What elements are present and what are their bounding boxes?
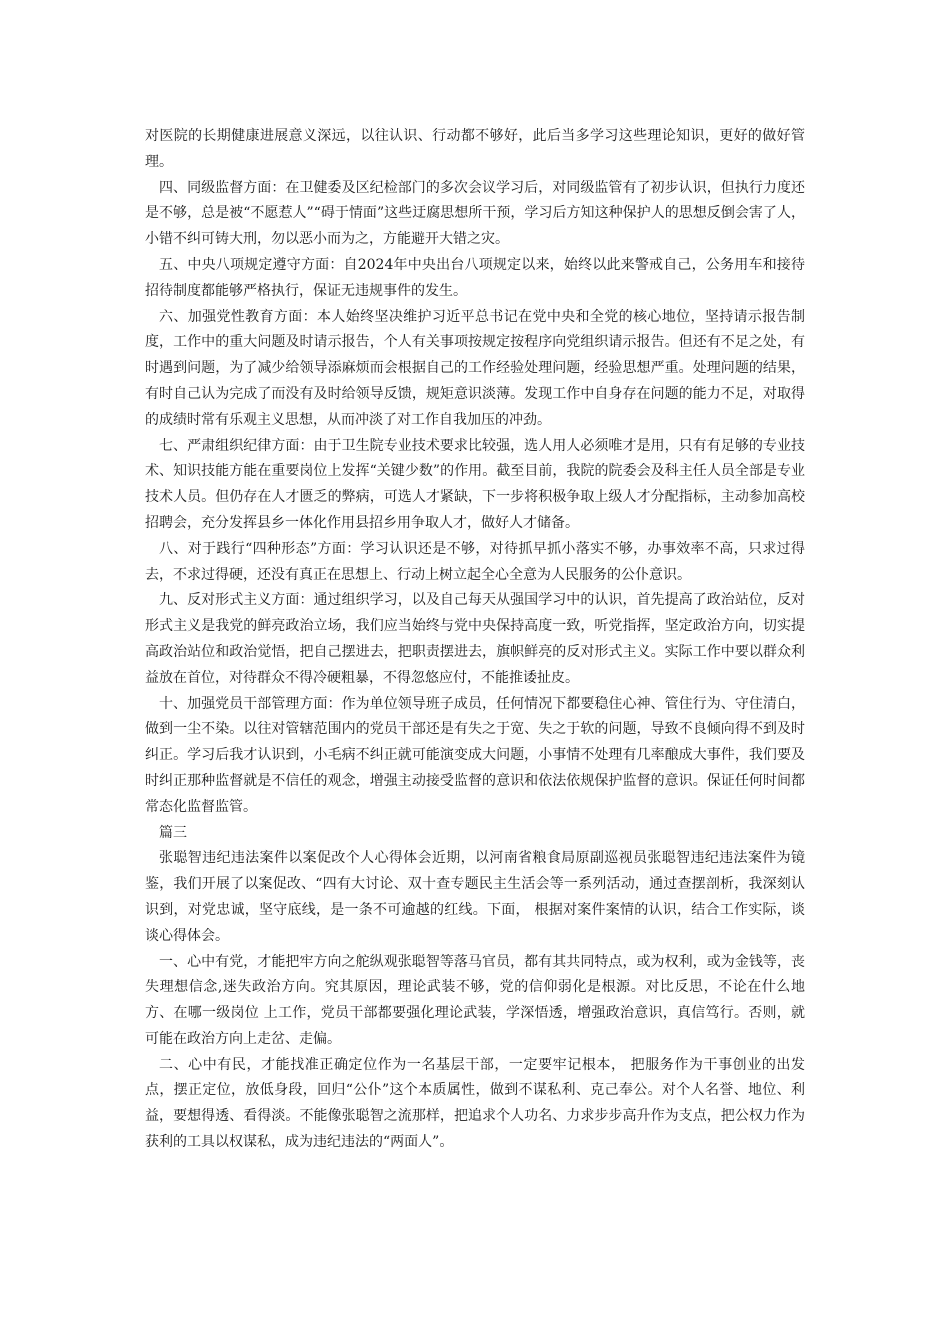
paragraph-heart-party: 一、心中有党，才能把牢方向之舵纵观张聪智等落马官员，都有其共同特点，或为权利，或为金钱等，丧失理想信念,迷失政治方向。究其原因，理论武装不够，党的信仰弱化是根源。对比反思，不论在什么地方、在哪一级岗位 上工作，党员干部都要强化理论武装，学深悟透，增强政治意识，真信笃行。否则，就可能在政治方向上走岔、走偏。 — [145, 953, 805, 1047]
paragraph-continuation: 对医院的长期健康进展意义深远，以往认识、行动都不够好，此后当多学习这些理论知识，更好的做好管理。 — [145, 128, 805, 170]
paragraph-party-education: 六、加强党性教育方面：本人始终坚决维护习近平总书记在党中央和全党的核心地位，坚持请示报告制度，工作中的重大问题及时请示报告，个人有关事项按规定按程序向党组织请示报告。但还有不足之处，有时遇到问题，为了减少给领导添麻烦而会根据自己的工作经验处理问题，经验思想严重。处理问题的结果，有时自己认为完成了而没有及时给领导反馈，规矩意识淡薄。发现工作中自身存在问题的能力不足，对取得的成绩时常有乐观主义思想，从而冲淡了对工作自我加压的冲劲。 — [145, 308, 805, 428]
paragraph-heart-people: 二、心中有民，才能找准正确定位作为一名基层干部，一定要牢记根本， 把服务作为干事创业的出发点，摆正定位，放低身段，回归“公仆”这个本质属性，做到不谋私利、克己奉公。对个人名誉、地位、利益，要想得透、看得淡。不能像张聪智之流那样，把追求个人功名、力求步步高升作为支点，把公权力作为获利的工具以权谋私，成为违纪违法的“两面人”。 — [145, 1056, 805, 1151]
document-page — [145, 124, 805, 1156]
paragraph-peer-supervision: 四、同级监督方面：在卫健委及区纪检部门的多次会议学习后，对同级监管有了初步认识，但执行力度还是不够，总是被“不愿惹人”“碍于情面”这些迂腐思想所干预，学习后方知这种保护人的思想反倒会害了人，小错不纠可铸大刑，勿以恶小而为之，方能避开大错之灾。 — [145, 179, 805, 248]
paragraph-case-intro: 张聪智违纪违法案件以案促改个人心得体会近期，以河南省粮食局原副巡视员张聪智违纪违法案件为镜鉴，我们开展了以案促改、“四有大讨论、双十查专题民主生活会等一系列活动，通过查摆剖析，我深刻认识到，对党忠诚，坚守底线，是一条不可逾越的红线。下面， 根据对案件案情的认识，结合工作实际，谈谈心得体会。 — [145, 850, 805, 944]
paragraph-eight-regulations: 五、中央八项规定遵守方面：自2024年中央出台八项规定以来，始终以此来警戒自己，公务用车和接待招待制度都能够严格执行，保证无违规事件的发生。 — [145, 256, 805, 299]
paragraph-anti-formalism: 九、反对形式主义方面：通过组织学习，以及自己每天从强国学习中的认识，首先提高了政治站位，反对形式主义是我党的鲜亮政治立场，我们应当始终与党中央保持高度一致，听党指挥，坚定政治方向，切实提高政治站位和政治觉悟，把自己摆进去，把职责摆进去，旗帜鲜亮的反对形式主义。实际工作中要以群众利益放在首位，对待群众不得冷硬粗暴，不得忽悠应付，不能推诿扯皮。 — [145, 592, 805, 686]
paragraph-cadre-management: 十、加强党员干部管理方面：作为单位领导班子成员，任何情况下都要稳住心神、管住行为、守住清白，做到一尘不染。以往对管辖范围内的党员干部还是有失之于宽、失之于软的问题，导致不良倾向得不到及时纠正。学习后我才认识到，小毛病不纠正就可能演变成大问题，小事情不处理有几率酿成大事件，我们要及时纠正那种监督就是不信任的观念，增强主动接受监督的意识和依法依规保护监督的意识。保证任何时间都常态化监督监管。 — [145, 695, 805, 815]
section-heading: 篇三 — [159, 824, 187, 841]
paragraph-four-forms: 八、对于践行“四种形态”方面：学习认识还是不够，对待抓早抓小落实不够，办事效率不高，只求过得去，不求过得硬，还没有真正在思想上、行动上树立起全心全意为人民服务的公仆意识。 — [145, 540, 805, 583]
paragraph-organization-discipline: 七、严肃组织纪律方面：由于卫生院专业技术要求比较强，选人用人必须唯才是用，只有有足够的专业技术、知识技能方能在重要岗位上发挥“关键少数”的作用。截至目前，我院的院委会及科主任人员全部是专业技术人员。但仍存在人才匮乏的弊病，可选人才紧缺，下一步将积极争取上级人才分配指标，主动参加高校招聘会，充分发挥县乡一体化作用县招乡用争取人才，做好人才储备。 — [145, 437, 805, 531]
